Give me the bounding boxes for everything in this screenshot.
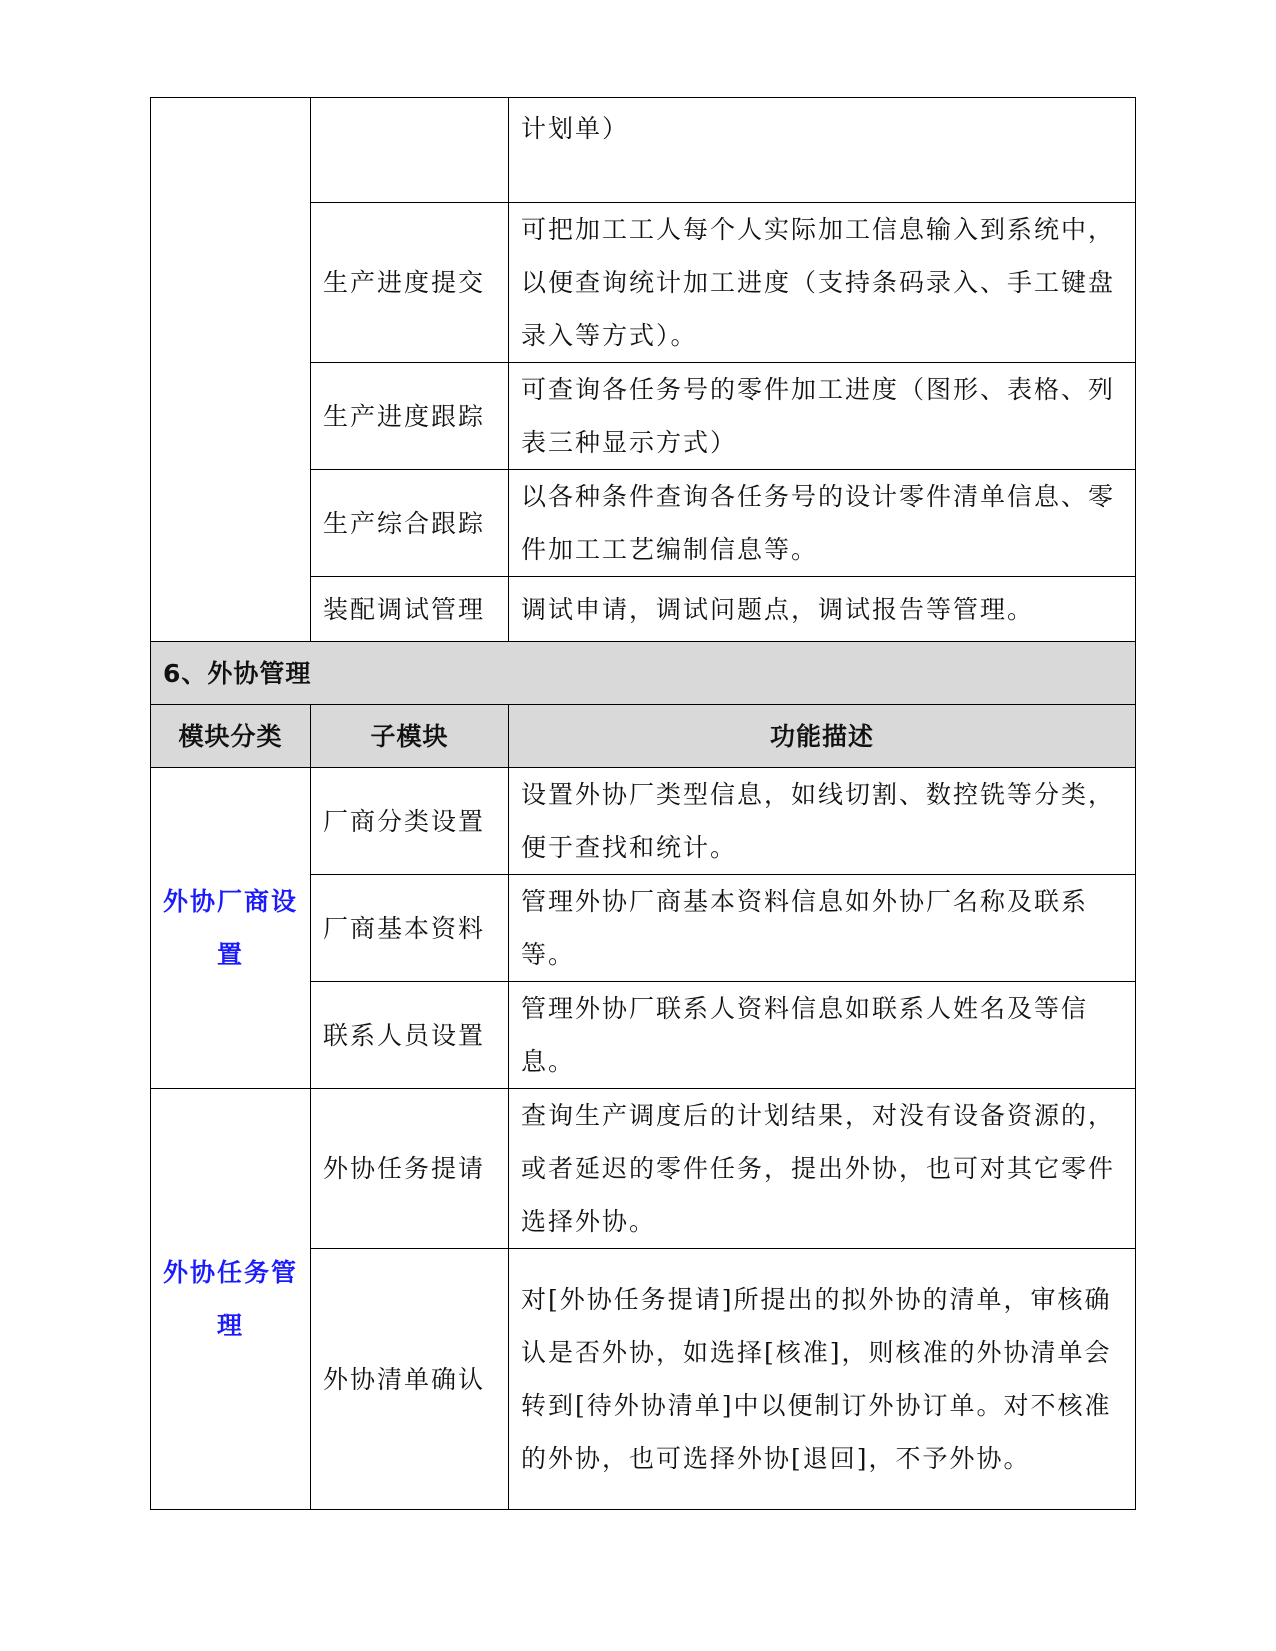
category-cell: 外协任务管理	[151, 1089, 311, 1510]
category-cell-empty	[151, 98, 311, 642]
description-cell: 调试申请，调试问题点，调试报告等管理。	[509, 577, 1136, 642]
submodule-cell	[311, 98, 509, 203]
table-row	[151, 768, 1136, 875]
description-cell: 对[外协任务提请]所提出的拟外协的清单，审核确认是否外协，如选择[核准]，则核准的外协清单会转到[待外协清单]中以便制订外协订单。对不核准的外协，也可选择外协[退回]，不予外协。	[509, 1249, 1136, 1510]
description-cell: 可把加工工人每个人实际加工信息输入到系统中，以便查询统计加工进度（支持条码录入、手工键盘录入等方式）。	[509, 203, 1136, 363]
description-cell: 管理外协厂商基本资料信息如外协厂名称及联系 等。	[509, 875, 1136, 982]
submodule-cell: 生产进度跟踪	[311, 363, 509, 470]
table-header-row	[151, 705, 1136, 768]
table-row	[151, 98, 1136, 203]
submodule-cell: 生产综合跟踪	[311, 470, 509, 577]
description-cell: 可查询各任务号的零件加工进度（图形、表格、列表三种显示方式）	[509, 363, 1136, 470]
section-title-row	[151, 642, 1136, 705]
submodule-cell: 装配调试管理	[311, 577, 509, 642]
submodule-cell: 厂商分类设置	[311, 768, 509, 875]
section-title: 6、外协管理	[151, 642, 1136, 705]
table-row	[151, 1089, 1136, 1249]
description-cell: 计划单）	[509, 98, 1136, 203]
description-cell: 查询生产调度后的计划结果，对没有设备资源的，或者延迟的零件任务，提出外协，也可对其它零件选择外协。	[509, 1089, 1136, 1249]
description-cell: 设置外协厂类型信息，如线切割、数控铣等分类，便于查找和统计。	[509, 768, 1136, 875]
function-table	[150, 97, 1143, 1510]
submodule-cell: 厂商基本资料	[311, 875, 509, 982]
header-description: 功能描述	[509, 705, 1136, 768]
submodule-cell: 外协任务提请	[311, 1089, 509, 1249]
header-submodule: 子模块	[311, 705, 509, 768]
submodule-cell: 生产进度提交	[311, 203, 509, 363]
description-cell: 以各种条件查询各任务号的设计零件清单信息、零件加工工艺编制信息等。	[509, 470, 1136, 577]
category-cell: 外协厂商设置	[151, 768, 311, 1089]
description-cell: 管理外协厂联系人资料信息如联系人姓名及等信息。	[509, 982, 1136, 1089]
submodule-cell: 外协清单确认	[311, 1249, 509, 1510]
submodule-cell: 联系人员设置	[311, 982, 509, 1089]
header-category: 模块分类	[151, 705, 311, 768]
